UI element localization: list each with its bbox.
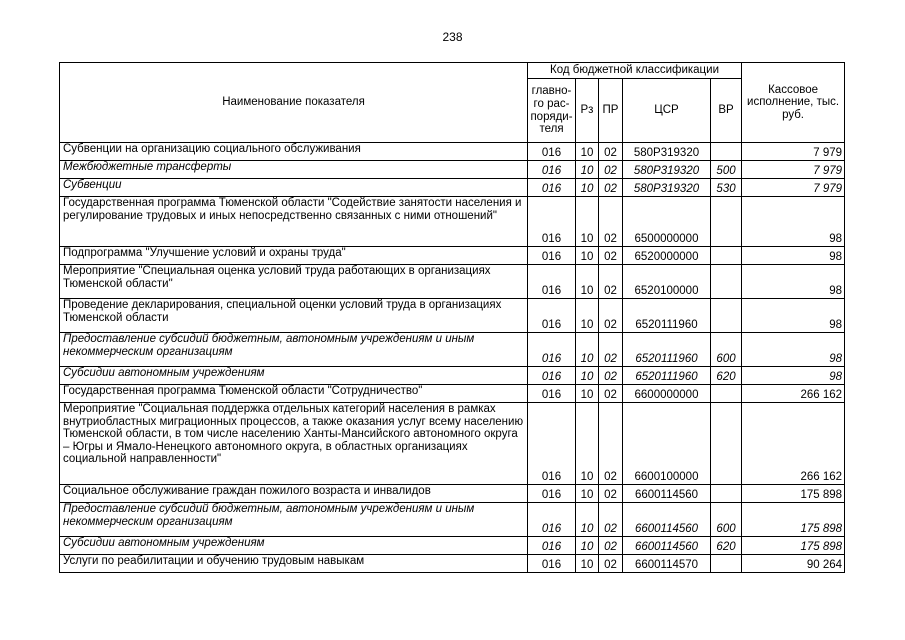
row-vr-code — [711, 555, 742, 573]
row-rz-code: 10 — [576, 161, 599, 179]
row-admin-code: 016 — [528, 161, 576, 179]
row-amount: 98 — [742, 299, 845, 333]
row-amount: 175 898 — [742, 503, 845, 537]
row-pr-code: 02 — [599, 333, 623, 367]
row-vr-code — [711, 143, 742, 161]
row-vr-code — [711, 403, 742, 485]
row-amount: 90 264 — [742, 555, 845, 573]
header-name: Наименование показателя — [60, 63, 528, 143]
table-row — [60, 179, 845, 197]
row-admin-code: 016 — [528, 403, 576, 485]
table-row — [60, 555, 845, 573]
row-pr-code: 02 — [599, 197, 623, 247]
row-csr-code: 6600100000 — [623, 403, 711, 485]
row-vr-code: 620 — [711, 537, 742, 555]
row-vr-code — [711, 197, 742, 247]
row-csr-code: 580P319320 — [623, 143, 711, 161]
row-amount: 7 979 — [742, 179, 845, 197]
row-pr-code: 02 — [599, 367, 623, 385]
table-row — [60, 403, 845, 485]
row-rz-code: 10 — [576, 403, 599, 485]
row-pr-code: 02 — [599, 385, 623, 403]
row-name: Государственная программа Тюменской области "Сотрудничество" — [60, 385, 528, 403]
row-pr-code: 02 — [599, 247, 623, 265]
row-admin-code: 016 — [528, 485, 576, 503]
row-amount: 98 — [742, 197, 845, 247]
row-csr-code: 6520111960 — [623, 333, 711, 367]
row-amount: 98 — [742, 265, 845, 299]
row-pr-code: 02 — [599, 143, 623, 161]
row-csr-code: 6600114560 — [623, 503, 711, 537]
table-body — [60, 143, 845, 573]
row-name: Субвенции — [60, 179, 528, 197]
row-amount: 7 979 — [742, 161, 845, 179]
row-name: Социальное обслуживание граждан пожилого возраста и инвалидов — [60, 485, 528, 503]
row-name: Субвенции на организацию социального обслуживания — [60, 143, 528, 161]
row-pr-code: 02 — [599, 265, 623, 299]
table-row — [60, 143, 845, 161]
table-row — [60, 197, 845, 247]
row-pr-code: 02 — [599, 299, 623, 333]
row-admin-code: 016 — [528, 367, 576, 385]
header-pr: ПР — [599, 79, 623, 143]
row-rz-code: 10 — [576, 299, 599, 333]
header-vr: ВР — [711, 79, 742, 143]
row-vr-code: 600 — [711, 333, 742, 367]
row-rz-code: 10 — [576, 485, 599, 503]
row-amount: 266 162 — [742, 403, 845, 485]
row-name: Услуги по реабилитации и обучению трудовым навыкам — [60, 555, 528, 573]
row-vr-code: 600 — [711, 503, 742, 537]
row-vr-code — [711, 265, 742, 299]
row-rz-code: 10 — [576, 537, 599, 555]
table-header — [60, 63, 845, 143]
table-row — [60, 265, 845, 299]
row-csr-code: 580P319320 — [623, 161, 711, 179]
row-pr-code: 02 — [599, 537, 623, 555]
row-admin-code: 016 — [528, 537, 576, 555]
table-row — [60, 247, 845, 265]
row-vr-code — [711, 247, 742, 265]
row-rz-code: 10 — [576, 265, 599, 299]
row-vr-code — [711, 385, 742, 403]
row-csr-code: 6500000000 — [623, 197, 711, 247]
table-row — [60, 537, 845, 555]
row-name: Мероприятие "Специальная оценка условий труда работающих в организациях Тюменской области" — [60, 265, 528, 299]
row-rz-code: 10 — [576, 333, 599, 367]
row-pr-code: 02 — [599, 179, 623, 197]
table-row — [60, 385, 845, 403]
row-pr-code: 02 — [599, 555, 623, 573]
row-csr-code: 6600114570 — [623, 555, 711, 573]
row-csr-code: 6600114560 — [623, 485, 711, 503]
row-rz-code: 10 — [576, 247, 599, 265]
table-row — [60, 503, 845, 537]
row-vr-code: 620 — [711, 367, 742, 385]
row-rz-code: 10 — [576, 555, 599, 573]
row-rz-code: 10 — [576, 385, 599, 403]
row-name: Подпрограмма "Улучшение условий и охраны труда" — [60, 247, 528, 265]
row-amount: 98 — [742, 333, 845, 367]
row-name: Субсидии автономным учреждениям — [60, 367, 528, 385]
table-row — [60, 333, 845, 367]
table-row — [60, 367, 845, 385]
row-vr-code: 530 — [711, 179, 742, 197]
row-name: Предоставление субсидий бюджетным, автономным учреждениям и иным некоммерческим организациям — [60, 503, 528, 537]
row-admin-code: 016 — [528, 555, 576, 573]
budget-table — [59, 62, 845, 573]
row-name: Государственная программа Тюменской области "Содействие занятости населения и регулирование трудовых и иных непосредственно связанных с ними отношений" — [60, 197, 528, 247]
row-pr-code: 02 — [599, 503, 623, 537]
row-admin-code: 016 — [528, 503, 576, 537]
row-pr-code: 02 — [599, 485, 623, 503]
row-amount: 266 162 — [742, 385, 845, 403]
row-name: Мероприятие "Социальная поддержка отдельных категорий населения в рамках внутриобластных миграционных процессов, а также оказания услуг всему населению Тюменской области, в том числе населению Ханты-Мансийского автономного округа – Югры и Ямало-Ненецкого автономного округа, в областных организациях социальной направленности" — [60, 403, 528, 485]
row-amount: 7 979 — [742, 143, 845, 161]
row-admin-code: 016 — [528, 247, 576, 265]
row-name: Проведение декларирования, специальной оценки условий труда в организациях Тюменской области — [60, 299, 528, 333]
row-admin-code: 016 — [528, 385, 576, 403]
row-admin-code: 016 — [528, 197, 576, 247]
row-admin-code: 016 — [528, 179, 576, 197]
row-csr-code: 6600114560 — [623, 537, 711, 555]
row-rz-code: 10 — [576, 143, 599, 161]
table-row — [60, 161, 845, 179]
table-row — [60, 299, 845, 333]
header-rz: Рз — [576, 79, 599, 143]
header-csr: ЦСР — [623, 79, 711, 143]
row-csr-code: 6520111960 — [623, 367, 711, 385]
row-vr-code — [711, 485, 742, 503]
header-admin: главно-го рас-поряди-теля — [528, 79, 576, 143]
row-amount: 98 — [742, 367, 845, 385]
row-admin-code: 016 — [528, 333, 576, 367]
header-code-group: Код бюджетной классификации — [528, 63, 742, 79]
row-rz-code: 10 — [576, 367, 599, 385]
row-rz-code: 10 — [576, 503, 599, 537]
page-number: 238 — [442, 30, 463, 44]
row-csr-code: 580P319320 — [623, 179, 711, 197]
header-amount: Кассовое исполнение, тыс. руб. — [742, 63, 845, 143]
row-vr-code: 500 — [711, 161, 742, 179]
row-csr-code: 6520100000 — [623, 265, 711, 299]
row-rz-code: 10 — [576, 197, 599, 247]
row-name: Субсидии автономным учреждениям — [60, 537, 528, 555]
row-amount: 175 898 — [742, 537, 845, 555]
row-admin-code: 016 — [528, 265, 576, 299]
row-admin-code: 016 — [528, 299, 576, 333]
row-name: Межбюджетные трансферты — [60, 161, 528, 179]
row-csr-code: 6520111960 — [623, 299, 711, 333]
row-pr-code: 02 — [599, 403, 623, 485]
row-name: Предоставление субсидий бюджетным, автономным учреждениям и иным некоммерческим организациям — [60, 333, 528, 367]
row-rz-code: 10 — [576, 179, 599, 197]
row-vr-code — [711, 299, 742, 333]
row-csr-code: 6600000000 — [623, 385, 711, 403]
row-amount: 98 — [742, 247, 845, 265]
row-amount: 175 898 — [742, 485, 845, 503]
row-pr-code: 02 — [599, 161, 623, 179]
table-row — [60, 485, 845, 503]
row-admin-code: 016 — [528, 143, 576, 161]
row-csr-code: 6520000000 — [623, 247, 711, 265]
